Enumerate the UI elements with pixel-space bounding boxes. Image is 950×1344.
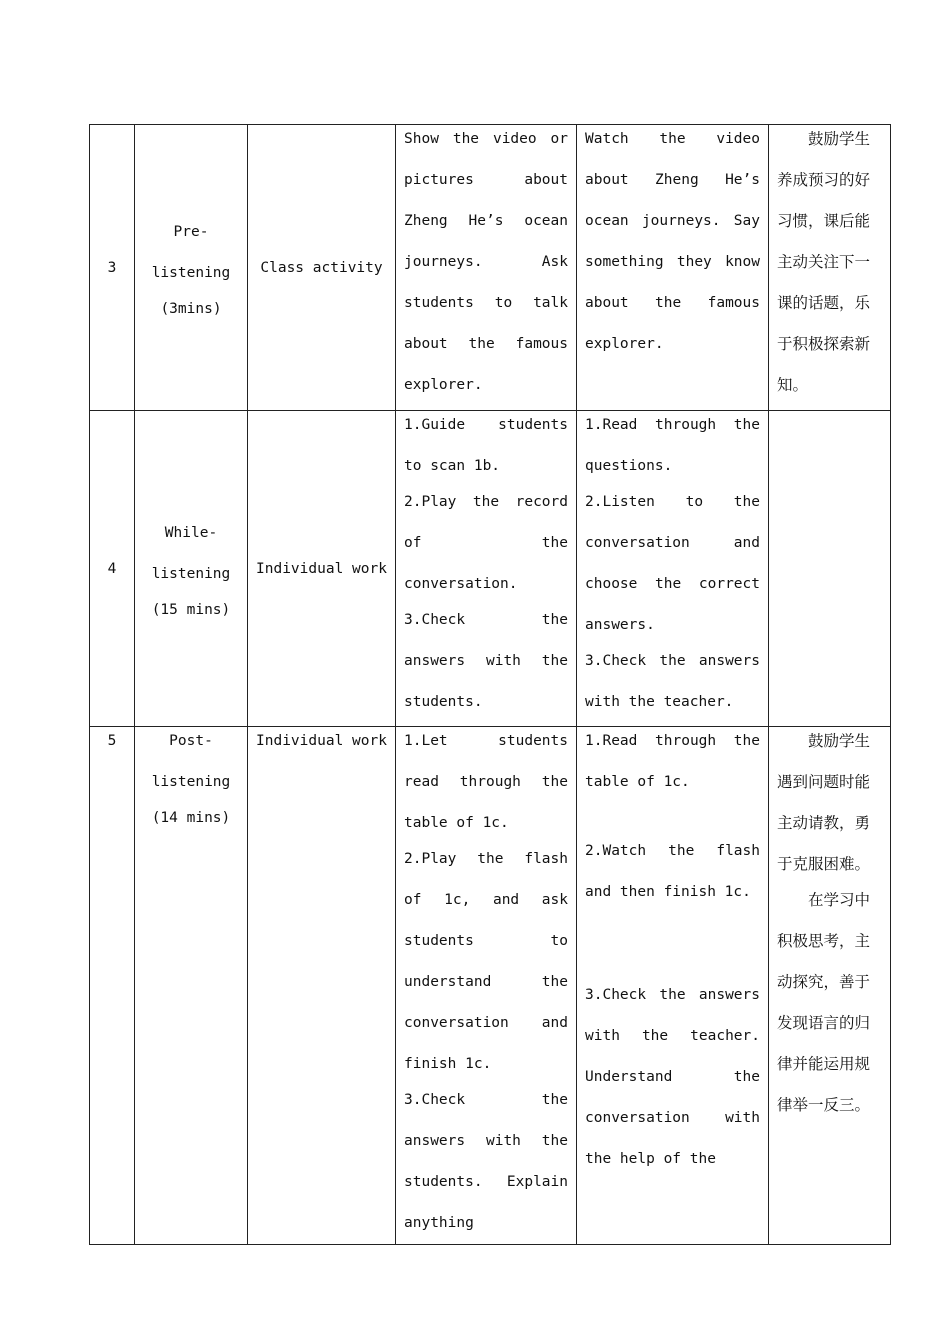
purpose-text: 鼓励学生养成预习的好习惯，课后能主动关注下一课的话题，乐于积极探索新知。 xyxy=(777,130,871,394)
student-step: 1.Read through the table of 1c. xyxy=(585,733,760,790)
stage-cell xyxy=(135,727,248,1245)
activity-form-cell xyxy=(248,125,396,411)
stage-line: While- xyxy=(164,524,218,541)
student-activity-cell xyxy=(577,411,769,727)
teacher-step: 1.Let students read through the table of 1c. xyxy=(404,733,568,831)
stage-cell xyxy=(135,125,248,411)
stage-line: (14 mins) xyxy=(151,810,231,826)
stage-line: listening xyxy=(151,565,231,582)
student-step: 2.Listen to the conversation and choose the correct answers. xyxy=(585,494,760,633)
table-row xyxy=(90,727,891,1245)
teacher-activity-cell xyxy=(396,125,577,411)
purpose-cell xyxy=(769,411,891,727)
purpose-text: 在学习中积极思考，主动探究，善于发现语言的归律并能运用规律举一反三。 xyxy=(777,891,871,1114)
step-number: 5 xyxy=(107,733,117,749)
teacher-step: 2.Play the flash of 1c, and ask students to understand the conversation and finish 1c. xyxy=(404,851,568,1072)
step-number-cell xyxy=(90,727,135,1245)
teacher-step: 3.Check the answers with the students. xyxy=(404,612,568,710)
teacher-activity-cell xyxy=(396,727,577,1245)
student-step: Watch the video about Zheng He’s ocean journeys. Say something they know about the famous explorer. xyxy=(585,131,760,352)
stage-line: listening xyxy=(151,774,231,790)
activity-form-cell xyxy=(248,727,396,1245)
teacher-step: 3.Check the answers with the students. Explain anything xyxy=(404,1092,568,1231)
stage-label xyxy=(135,212,247,324)
teacher-step: 1.Guide students to scan 1b. xyxy=(404,417,568,474)
student-step: 1.Read through the questions. xyxy=(585,417,760,474)
stage-line: Post- xyxy=(169,733,213,749)
step-number: 3 xyxy=(107,259,117,276)
stage-line: listening xyxy=(151,264,231,281)
stage-label xyxy=(135,721,247,833)
purpose-cell xyxy=(769,125,891,411)
student-step: 2.Watch the flash and then finish 1c. xyxy=(585,843,760,900)
purpose-text: 鼓励学生遇到问题时能主动请教，勇于克服困难。 xyxy=(777,732,871,873)
stage-cell xyxy=(135,411,248,727)
teacher-activity-cell xyxy=(396,411,577,727)
table-row xyxy=(90,411,891,727)
table-row xyxy=(90,125,891,411)
activity-form: Class activity xyxy=(260,259,383,276)
lesson-plan-table xyxy=(89,124,891,1245)
step-number: 4 xyxy=(107,560,117,577)
student-step: 3.Check the answers with the teacher. xyxy=(585,653,760,710)
step-number-cell xyxy=(90,411,135,727)
student-step: 3.Check the answers with the teacher. Understand the conversation with the help of the xyxy=(585,987,760,1167)
stage-line: (3mins) xyxy=(160,300,222,317)
activity-form: Individual work xyxy=(256,733,387,749)
activity-form-cell xyxy=(248,411,396,727)
teacher-step: Show the video or pictures about Zheng He’s ocean journeys. Ask students to talk about the famous explorer. xyxy=(404,131,568,393)
step-number-cell xyxy=(90,125,135,411)
teacher-step: 2.Play the record of the conversation. xyxy=(404,494,568,592)
stage-label xyxy=(135,513,247,625)
student-activity-cell xyxy=(577,125,769,411)
purpose-cell xyxy=(769,727,891,1245)
stage-line: (15 mins) xyxy=(151,601,231,618)
stage-line: Pre- xyxy=(173,223,209,240)
student-activity-cell xyxy=(577,727,769,1245)
activity-form: Individual work xyxy=(256,560,387,577)
